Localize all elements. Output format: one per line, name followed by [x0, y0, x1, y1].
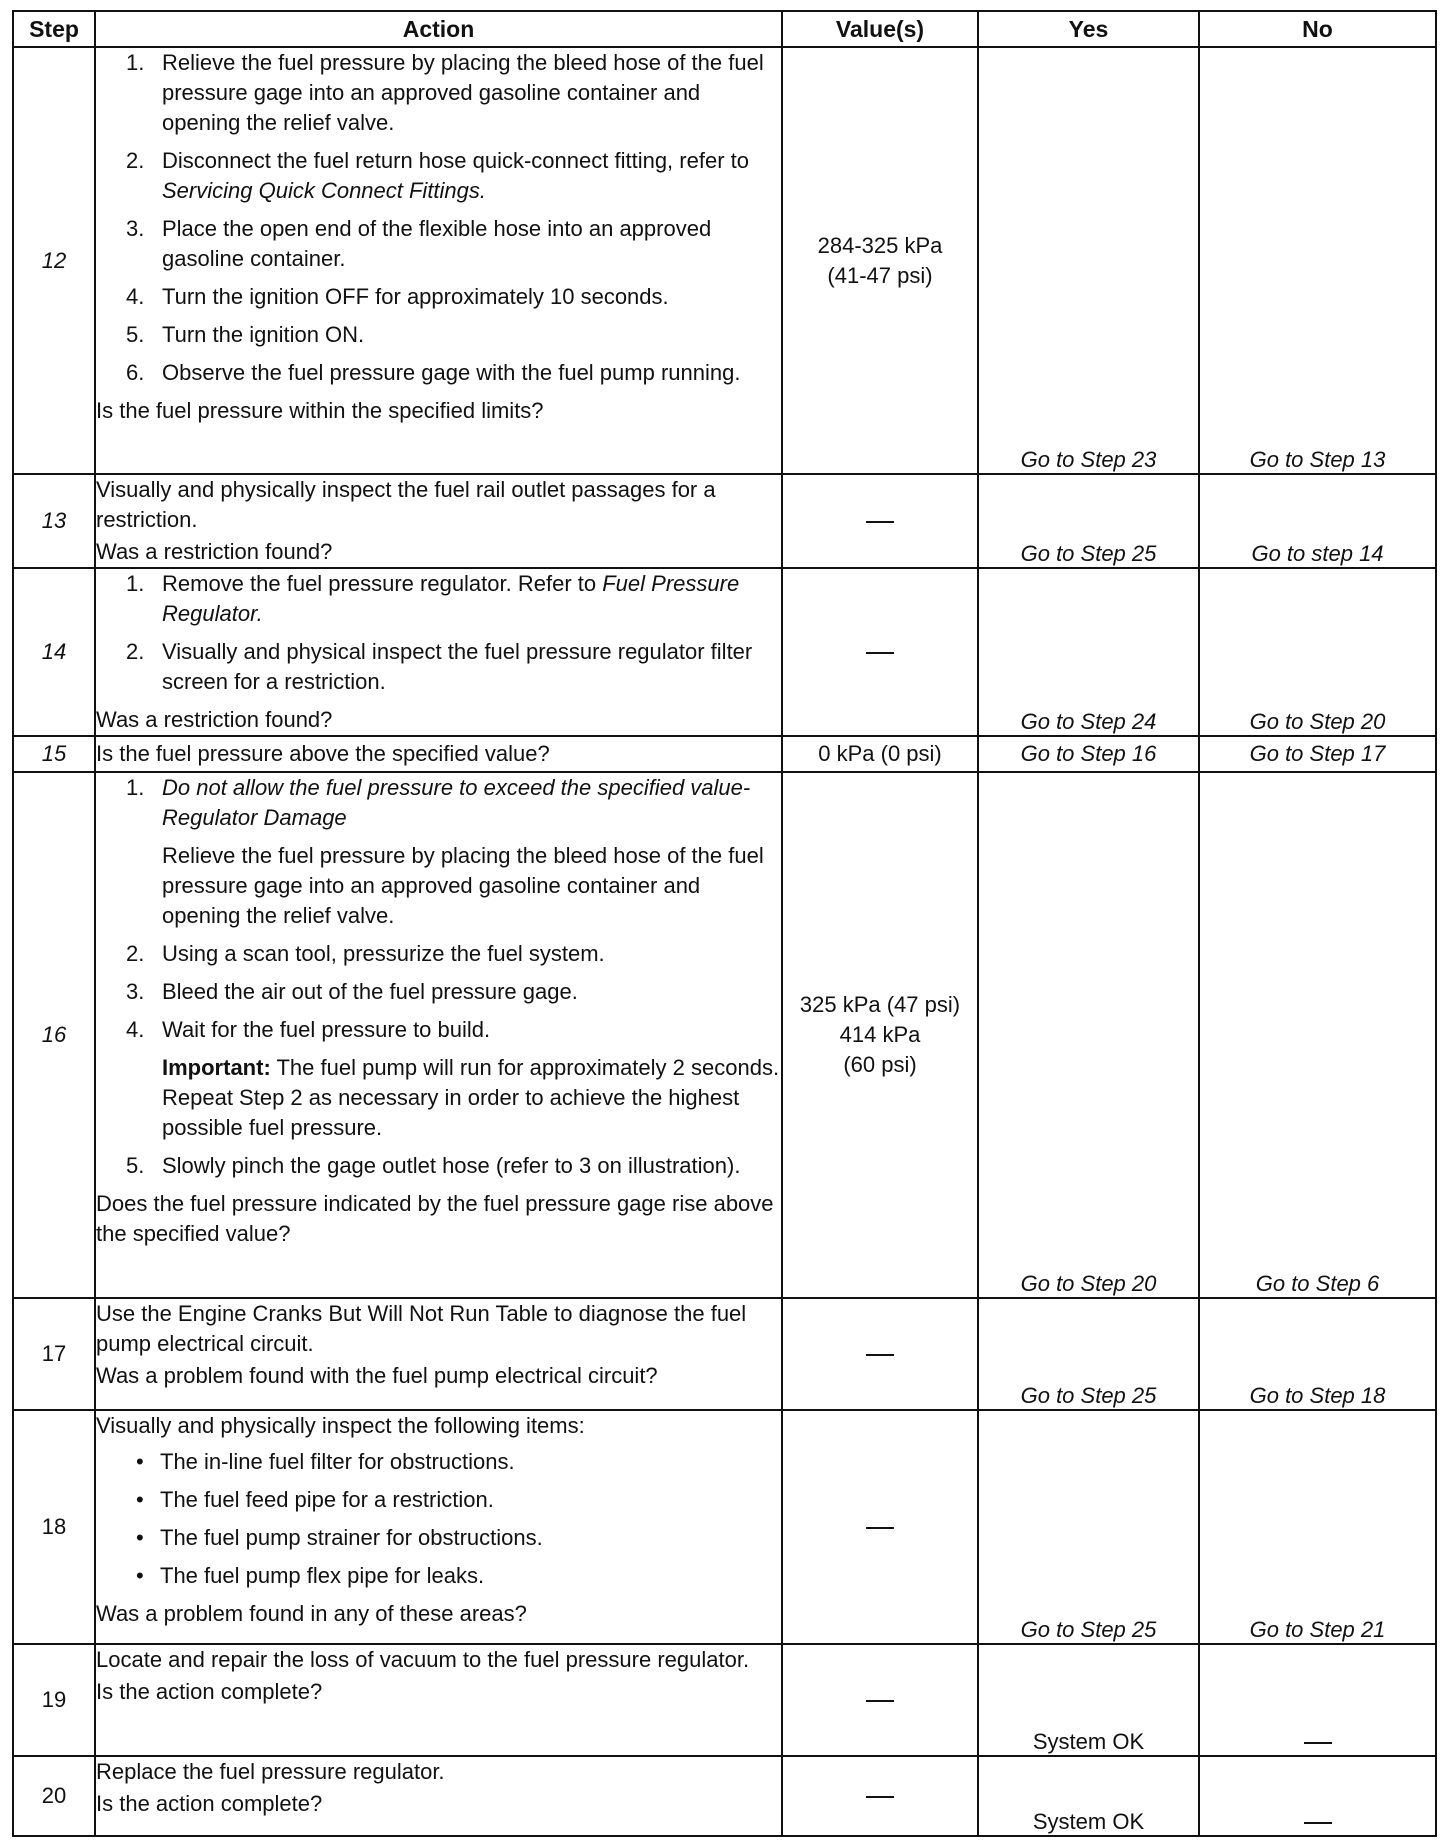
no-cell: Go to Step 17	[1199, 736, 1436, 772]
step-number: 13	[13, 474, 95, 568]
action-cell	[95, 772, 782, 1298]
caution-text: Do not allow the fuel pressure to exceed the specified value-Regulator Damage	[162, 775, 751, 830]
no-cell: Go to Step 13	[1199, 47, 1436, 474]
table-row-step-13	[13, 474, 1436, 568]
value-cell	[782, 568, 978, 736]
action-question: Is the fuel pressure within the specified limits?	[96, 398, 544, 423]
step-number: 14	[13, 568, 95, 736]
yes-cell: Go to Step 23	[978, 47, 1199, 474]
yes-cell: Go to Step 25	[978, 474, 1199, 568]
dash-mark	[866, 1700, 894, 1702]
step-number: 20	[13, 1756, 95, 1836]
step-number: 15	[13, 736, 95, 772]
action-question: Is the action complete?	[96, 1679, 323, 1704]
inspection-list	[96, 1447, 781, 1591]
important-note: Important: The fuel pump will run for approximately 2 seconds. Repeat Step 2 as necessary in order to achieve the highest possible fuel pressure.	[162, 1055, 780, 1140]
list-item: • The fuel pump flex pipe for leaks.	[136, 1563, 485, 1588]
dash-mark	[866, 521, 894, 523]
header-no: No	[1199, 11, 1436, 47]
step-number: 17	[13, 1298, 95, 1410]
action-question: Does the fuel pressure indicated by the fuel pressure gage rise above the specified value?	[96, 1191, 774, 1246]
dash-mark	[866, 1354, 894, 1356]
dash-mark	[1304, 1742, 1332, 1744]
yes-cell: Go to Step 16	[978, 736, 1199, 772]
value-cell: 325 kPa (47 psi) 414 kPa (60 psi)	[782, 772, 978, 1298]
list-item: 5. Turn the ignition ON.	[126, 322, 365, 347]
list-item: 3. Bleed the air out of the fuel pressure gage.	[126, 979, 578, 1004]
value-cell	[782, 1644, 978, 1756]
action-text: Locate and repair the loss of vacuum to the fuel pressure regulator.	[96, 1647, 750, 1672]
action-cell	[95, 1410, 782, 1644]
action-cell	[95, 1644, 782, 1756]
list-item: 1. Do not allow the fuel pressure to exceed the specified value-Regulator Damage	[126, 775, 751, 830]
list-item: 1. Relieve the fuel pressure by placing the bleed hose of the fuel pressure gage into an approved gasoline container and opening the relief valve.	[126, 50, 764, 135]
action-text: Use the Engine Cranks But Will Not Run Table to diagnose the fuel pump electrical circuit.	[96, 1301, 747, 1356]
reference-link: Servicing Quick Connect Fittings.	[162, 178, 487, 203]
yes-cell: System OK	[978, 1644, 1199, 1756]
no-cell: Go to Step 6	[1199, 772, 1436, 1298]
yes-cell: Go to Step 20	[978, 772, 1199, 1298]
list-item: 1. Remove the fuel pressure regulator. Refer to Fuel Pressure Regulator.	[126, 571, 740, 626]
step-number: 16	[13, 772, 95, 1298]
relieve-pressure-text: Relieve the fuel pressure by placing the bleed hose of the fuel pressure gage into an approved gasoline container and opening the relief valve.	[162, 843, 764, 928]
step-number: 18	[13, 1410, 95, 1644]
action-steps	[96, 773, 781, 833]
action-steps	[96, 48, 781, 388]
action-cell	[95, 1298, 782, 1410]
list-item: • The in-line fuel filter for obstructions.	[136, 1449, 515, 1474]
list-item: 2. Visually and physical inspect the fuel pressure regulator filter screen for a restriction.	[126, 639, 753, 694]
action-cell	[95, 1756, 782, 1836]
no-cell: Go to Step 18	[1199, 1298, 1436, 1410]
dash-mark	[866, 1796, 894, 1798]
no-cell: Go to Step 20	[1199, 568, 1436, 736]
yes-cell: Go to Step 24	[978, 568, 1199, 736]
header-step: Step	[13, 11, 95, 47]
table-row-step-20	[13, 1756, 1436, 1836]
list-item: 4. Wait for the fuel pressure to build.	[126, 1017, 491, 1042]
value-cell	[782, 1410, 978, 1644]
action-cell	[95, 474, 782, 568]
diagnostic-table	[12, 10, 1437, 1837]
no-cell: Go to step 14	[1199, 474, 1436, 568]
yes-cell: Go to Step 25	[978, 1410, 1199, 1644]
yes-cell: Go to Step 25	[978, 1298, 1199, 1410]
action-question: Was a problem found in any of these areas?	[96, 1601, 527, 1626]
no-cell	[1199, 1644, 1436, 1756]
list-item: 6. Observe the fuel pressure gage with the fuel pump running.	[126, 360, 741, 385]
list-item: 3. Place the open end of the flexible hose into an approved gasoline container.	[126, 216, 712, 271]
action-text: Visually and physically inspect the fuel rail outlet passages for a restriction.	[96, 477, 716, 532]
action-cell	[95, 47, 782, 474]
header-row	[13, 11, 1436, 47]
yes-cell: System OK	[978, 1756, 1199, 1836]
list-item: • The fuel pump strainer for obstructions.	[136, 1525, 543, 1550]
value-cell: 284-325 kPa (41-47 psi)	[782, 47, 978, 474]
action-text: Visually and physically inspect the following items:	[96, 1413, 585, 1438]
action-steps	[96, 939, 781, 1045]
value-cell	[782, 474, 978, 568]
table-row-step-17	[13, 1298, 1436, 1410]
table-row-step-12	[13, 47, 1436, 474]
action-question: Is the fuel pressure above the specified value?	[96, 741, 550, 766]
dash-mark	[1304, 1822, 1332, 1824]
action-steps	[96, 1151, 781, 1181]
reference-link: Fuel Pressure Regulator.	[162, 571, 740, 626]
action-question: Was a restriction found?	[96, 707, 333, 732]
value-cell	[782, 1756, 978, 1836]
list-item: 5. Slowly pinch the gage outlet hose (refer to 3 on illustration).	[126, 1153, 741, 1178]
list-item: 2. Using a scan tool, pressurize the fuel system.	[126, 941, 605, 966]
action-steps	[96, 569, 781, 697]
list-item: 4. Turn the ignition OFF for approximately 10 seconds.	[126, 284, 669, 309]
no-cell: Go to Step 21	[1199, 1410, 1436, 1644]
value-cell	[782, 1298, 978, 1410]
action-question: Is the action complete?	[96, 1791, 323, 1816]
dash-mark	[866, 1527, 894, 1529]
important-label: Important:	[162, 1055, 271, 1080]
action-text: Replace the fuel pressure regulator.	[96, 1759, 445, 1784]
list-item: • The fuel feed pipe for a restriction.	[136, 1487, 494, 1512]
step-number: 12	[13, 47, 95, 474]
diagnostic-table-page	[12, 10, 1435, 1836]
step-number: 19	[13, 1644, 95, 1756]
action-question: Was a problem found with the fuel pump electrical circuit?	[96, 1363, 658, 1388]
header-action: Action	[95, 11, 782, 47]
table-row-step-18	[13, 1410, 1436, 1644]
table-row-step-16	[13, 772, 1436, 1298]
action-cell	[95, 568, 782, 736]
header-values: Value(s)	[782, 11, 978, 47]
action-cell	[95, 736, 782, 772]
value-cell: 0 kPa (0 psi)	[782, 736, 978, 772]
list-item: 2. Disconnect the fuel return hose quick-connect fitting, refer to Servicing Quick Connect Fittings.	[126, 148, 749, 203]
no-cell	[1199, 1756, 1436, 1836]
action-question: Was a restriction found?	[96, 539, 333, 564]
table-row-step-14	[13, 568, 1436, 736]
header-yes: Yes	[978, 11, 1199, 47]
table-row-step-15	[13, 736, 1436, 772]
table-row-step-19	[13, 1644, 1436, 1756]
dash-mark	[866, 652, 894, 654]
